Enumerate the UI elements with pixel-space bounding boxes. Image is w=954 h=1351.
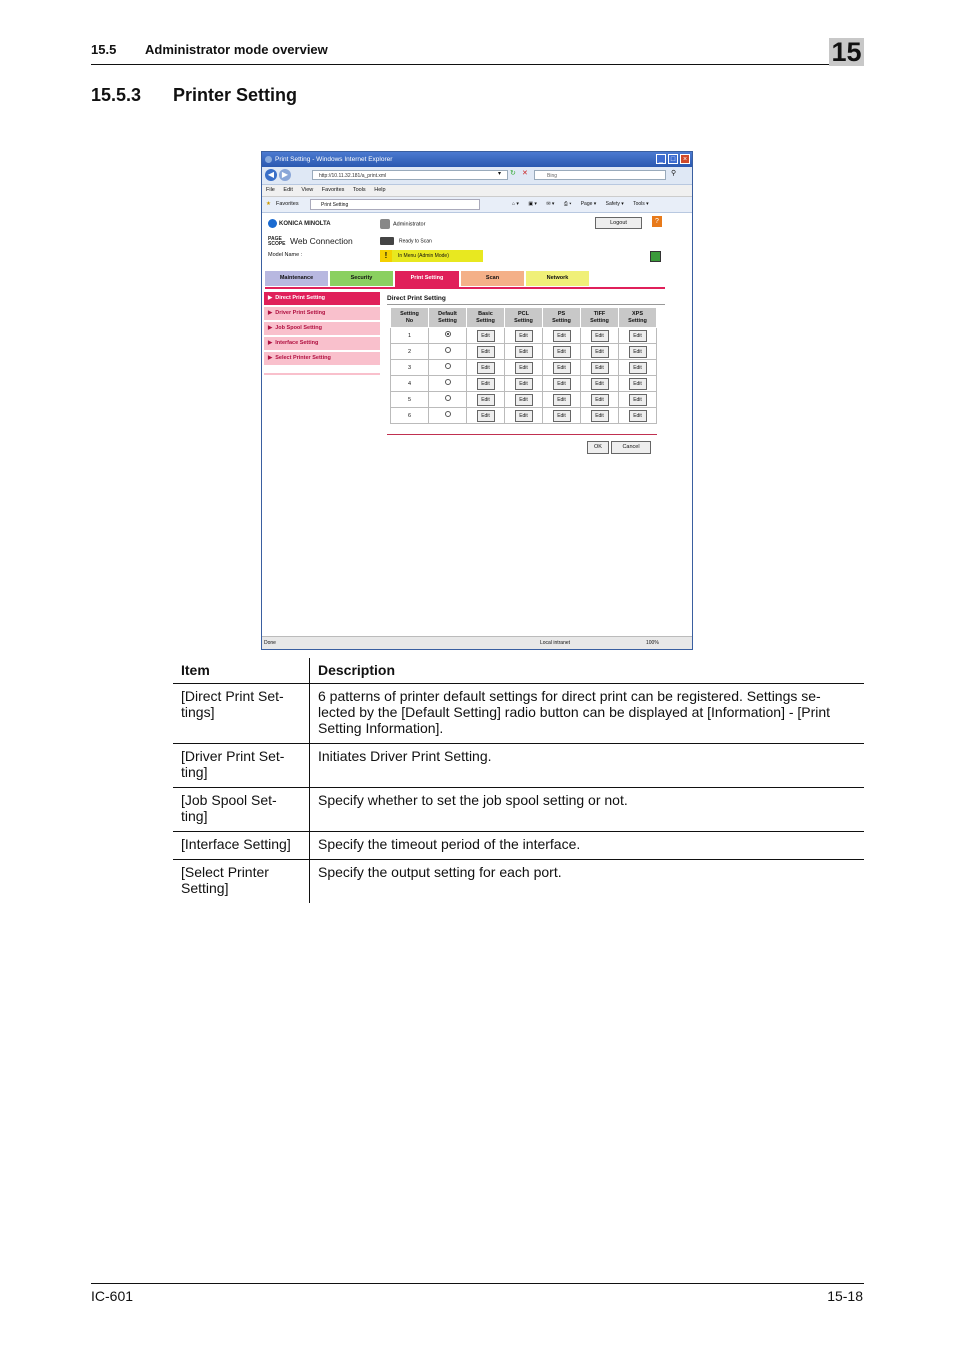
model-name-label: Model Name : — [268, 252, 303, 258]
edit-cell — [467, 376, 505, 392]
printer-icon — [380, 237, 394, 245]
web-connection-logo — [268, 236, 353, 247]
edit-cell — [543, 392, 581, 408]
admin-label: Administrator — [393, 221, 426, 228]
default-cell — [429, 376, 467, 392]
edit-cell — [543, 376, 581, 392]
footer-rule — [91, 1283, 864, 1284]
table-row — [173, 832, 864, 860]
sidebar-item-interface[interactable] — [264, 337, 380, 350]
browser-screenshot — [261, 151, 693, 650]
edit-button[interactable]: Edit — [515, 346, 533, 358]
footer-page-number: 15-18 — [827, 1288, 863, 1304]
edit-button[interactable]: Edit — [515, 394, 533, 406]
tab-network[interactable]: Network — [526, 271, 589, 286]
mode-status — [380, 250, 483, 262]
ok-button[interactable]: OK — [587, 441, 609, 454]
edit-cell — [467, 328, 505, 344]
edit-button[interactable]: Edit — [515, 378, 533, 390]
edit-button[interactable]: Edit — [629, 410, 647, 422]
edit-cell — [619, 408, 657, 424]
edit-cell — [467, 360, 505, 376]
edit-cell — [505, 328, 543, 344]
brand-logo — [268, 219, 331, 228]
sidebar-item-label: Select Printer Setting — [275, 355, 331, 361]
admin-icon — [380, 219, 390, 229]
feeds-icon[interactable]: ▣ ▾ — [528, 201, 537, 207]
edit-button[interactable]: Edit — [477, 394, 495, 406]
logout-button[interactable]: Logout — [595, 217, 642, 229]
header-text: No — [405, 317, 414, 324]
item-cell: [Driver Print Set-ting] — [173, 744, 310, 788]
table-row — [391, 360, 657, 376]
tab-scan[interactable]: Scan — [461, 271, 524, 286]
table-row — [391, 344, 657, 360]
col-header-description: Description — [310, 658, 865, 684]
header-text: Basic — [478, 311, 493, 317]
edit-cell — [505, 376, 543, 392]
header-text: Setting — [514, 317, 533, 324]
minimize-icon[interactable]: _ — [656, 154, 666, 164]
setting-number: 2 — [391, 344, 429, 360]
edit-button[interactable]: Edit — [553, 410, 571, 422]
edit-cell — [581, 376, 619, 392]
page-menu[interactable]: Page ▾ — [580, 201, 597, 207]
sidebar-item-label: Driver Print Setting — [275, 310, 326, 316]
edit-cell — [467, 408, 505, 424]
sidebar-item-direct-print[interactable] — [264, 292, 380, 305]
menu-tools[interactable]: Tools — [352, 187, 366, 193]
table-header-cell — [619, 308, 657, 328]
edit-button[interactable]: Edit — [477, 362, 495, 374]
edit-button[interactable]: Edit — [591, 346, 609, 358]
star-icon: ★ — [266, 201, 271, 207]
title-number: 15.5.3 — [91, 85, 142, 105]
edit-button[interactable]: Edit — [629, 346, 647, 358]
table-header-cell — [467, 308, 505, 328]
favorites-button[interactable]: Favorites — [276, 201, 299, 207]
edit-button[interactable]: Edit — [515, 410, 533, 422]
table-row — [173, 684, 864, 744]
edit-button[interactable]: Edit — [553, 362, 571, 374]
edit-cell — [467, 392, 505, 408]
help-icon[interactable]: ? — [652, 216, 662, 227]
mail-icon[interactable]: ✉ ▾ — [546, 201, 555, 207]
panel-divider — [387, 304, 665, 305]
panel-title: Direct Print Setting — [387, 295, 446, 302]
default-setting-radio[interactable] — [445, 411, 451, 417]
brand-name: KONICA MINOLTA — [279, 221, 331, 228]
refresh-icon[interactable]: ↻ — [510, 170, 516, 177]
zoom-level[interactable]: 100% — [646, 640, 659, 646]
edit-cell — [619, 328, 657, 344]
default-cell — [429, 344, 467, 360]
arrow-icon: ▶ — [268, 295, 273, 301]
print-icon[interactable]: ⎙ ▾ — [563, 201, 572, 207]
edit-button[interactable]: Edit — [629, 362, 647, 374]
konica-logo-icon — [268, 219, 277, 228]
edit-button[interactable]: Edit — [553, 394, 571, 406]
default-cell — [429, 360, 467, 376]
admin-indicator — [380, 219, 425, 229]
tab-security[interactable]: Security — [330, 271, 393, 286]
table-header-cell — [581, 308, 619, 328]
table-row — [391, 328, 657, 344]
edit-button[interactable]: Edit — [629, 394, 647, 406]
menu-edit[interactable]: Edit — [283, 187, 293, 193]
edit-cell — [581, 360, 619, 376]
default-cell — [429, 328, 467, 344]
chevron-down-icon[interactable]: ▾ — [498, 171, 502, 177]
header-text: XPS — [631, 311, 643, 317]
edit-cell — [619, 360, 657, 376]
direct-print-table — [390, 307, 657, 424]
arrow-icon: ▶ — [268, 355, 273, 361]
edit-cell — [581, 408, 619, 424]
ready-text: Ready to Scan — [399, 238, 432, 245]
sidebar-divider — [264, 373, 380, 375]
table-row — [391, 376, 657, 392]
table-row — [173, 788, 864, 832]
default-setting-radio[interactable] — [445, 347, 451, 353]
edit-button[interactable]: Edit — [553, 346, 571, 358]
table-row — [391, 408, 657, 424]
page-title — [91, 85, 297, 106]
section-title: Administrator mode overview — [145, 42, 328, 57]
edit-button[interactable]: Edit — [591, 362, 609, 374]
header-text: Default — [438, 311, 457, 317]
default-setting-radio[interactable] — [445, 379, 451, 385]
command-bar — [512, 197, 657, 212]
header-text: Setting — [438, 317, 457, 324]
edit-cell — [467, 344, 505, 360]
description-cell: Initiates Driver Print Setting. — [310, 744, 865, 788]
sidebar-item-driver-print[interactable] — [264, 307, 380, 320]
running-header — [91, 42, 328, 57]
table-row — [391, 392, 657, 408]
home-icon[interactable]: ⌂ ▾ — [512, 201, 519, 207]
edit-button[interactable]: Edit — [477, 410, 495, 422]
description-cell: Specify the output setting for each port. — [318, 864, 562, 880]
header-text: PS — [557, 311, 566, 317]
edit-cell — [505, 408, 543, 424]
sidebar-item-job-spool[interactable] — [264, 322, 380, 335]
edit-button[interactable]: Edit — [591, 394, 609, 406]
mode-status-text: In Menu (Admin Mode) — [398, 253, 449, 259]
section-number: 15.5 — [91, 42, 117, 57]
edit-button[interactable]: Edit — [477, 330, 495, 342]
tools-menu[interactable]: Tools ▾ — [633, 201, 649, 207]
menu-help[interactable]: Help — [374, 187, 386, 193]
edit-button[interactable]: Edit — [591, 410, 609, 422]
header-rule — [91, 64, 864, 65]
chapter-number: 15 — [829, 38, 864, 66]
edit-button[interactable]: Edit — [553, 378, 571, 390]
arrow-icon: ▶ — [268, 310, 273, 316]
description-cell: 6 patterns of printer default settings for direct print can be registered. Settings se-lected by the [Default Setting] radio button can be displayed at [Information] - [Print Setting Information]. — [310, 684, 865, 744]
item-cell: [Direct Print Set-tings] — [173, 684, 310, 744]
setting-number: 6 — [391, 408, 429, 424]
page-scope-mark: PAGE SCOPE — [268, 235, 286, 247]
table-header-cell — [391, 308, 429, 328]
setting-number: 3 — [391, 360, 429, 376]
edit-button[interactable]: Edit — [515, 362, 533, 374]
title-text: Printer Setting — [173, 85, 298, 105]
description-cell: Specify the timeout period of the interface. — [310, 832, 865, 860]
default-setting-radio[interactable] — [445, 395, 451, 401]
footer-model: IC-601 — [91, 1288, 134, 1304]
search-icon[interactable]: ⚲ — [671, 170, 677, 177]
tab-maintenance[interactable]: Maintenance — [265, 271, 328, 286]
edit-cell — [581, 392, 619, 408]
tab-print-setting-active[interactable]: Print Setting — [395, 271, 459, 288]
header-text: Setting — [628, 317, 647, 324]
description-table — [173, 658, 864, 903]
edit-button[interactable]: Edit — [553, 330, 571, 342]
search-input[interactable]: Bing — [534, 170, 666, 180]
col-header-item: Item — [173, 658, 310, 684]
setting-number: 5 — [391, 392, 429, 408]
edit-button[interactable]: Edit — [591, 330, 609, 342]
header-text: TIFF — [593, 311, 606, 317]
edit-button[interactable]: Edit — [477, 346, 495, 358]
refresh-page-icon[interactable] — [650, 251, 661, 262]
side-navigation — [264, 292, 380, 367]
default-setting-radio[interactable] — [445, 331, 451, 337]
edit-button[interactable]: Edit — [477, 378, 495, 390]
table-header-cell — [429, 308, 467, 328]
web-connection-label: Web Connection — [290, 236, 353, 246]
window-title: Print Setting - Windows Internet Explorer — [275, 156, 393, 163]
edit-cell — [505, 360, 543, 376]
maximize-icon[interactable]: □ — [668, 154, 678, 164]
menu-view[interactable]: View — [301, 187, 314, 193]
item-cell: [Job Spool Set-ting] — [173, 788, 310, 832]
arrow-icon: ▶ — [268, 340, 273, 346]
warning-icon: ! — [380, 250, 392, 262]
setting-number: 4 — [391, 376, 429, 392]
edit-button[interactable]: Edit — [515, 330, 533, 342]
device-status — [380, 237, 432, 245]
edit-cell — [543, 328, 581, 344]
sidebar-item-label: Direct Print Setting — [275, 295, 326, 301]
edit-button[interactable]: Edit — [629, 330, 647, 342]
address-bar — [262, 167, 692, 185]
back-icon[interactable]: ◀ — [265, 169, 277, 181]
tab-underline — [265, 287, 665, 289]
description-cell: Specify whether to set the job spool setting or not. — [310, 788, 865, 832]
sidebar-item-select-printer[interactable] — [264, 352, 380, 365]
header-text: Setting — [552, 317, 571, 324]
status-done: Done — [264, 640, 276, 646]
edit-cell — [581, 328, 619, 344]
close-icon[interactable]: × — [680, 154, 690, 164]
sidebar-item-label: Interface Setting — [275, 340, 319, 346]
default-setting-radio[interactable] — [445, 363, 451, 369]
forward-icon[interactable]: ▶ — [279, 169, 291, 181]
favorites-bar — [262, 197, 692, 213]
item-cell: [Interface Setting] — [173, 832, 310, 860]
ie-icon — [265, 156, 272, 163]
safety-menu[interactable]: Safety ▾ — [605, 201, 624, 207]
setting-number: 1 — [391, 328, 429, 344]
default-cell — [429, 408, 467, 424]
edit-cell — [581, 344, 619, 360]
address-input[interactable]: http://10.11.32.181/a_print.xml — [312, 170, 508, 180]
browser-title-bar — [262, 152, 692, 167]
default-cell — [429, 392, 467, 408]
edit-cell — [619, 392, 657, 408]
header-text: Setting — [476, 317, 495, 324]
menu-bar — [262, 185, 692, 197]
menu-file[interactable]: File — [266, 187, 275, 193]
table-header-cell — [543, 308, 581, 328]
edit-cell — [543, 408, 581, 424]
arrow-icon: ▶ — [268, 325, 273, 331]
edit-cell — [505, 392, 543, 408]
cancel-button[interactable]: Cancel — [611, 441, 651, 454]
item-cell: [Select Printer Setting] — [173, 860, 310, 904]
header-text: Setting — [400, 311, 419, 317]
header-text: PCL — [518, 311, 529, 317]
edit-button[interactable]: Edit — [591, 378, 609, 390]
edit-button[interactable]: Edit — [629, 378, 647, 390]
edit-cell — [543, 344, 581, 360]
status-zone: Local intranet — [540, 640, 571, 646]
menu-favorites[interactable]: Favorites — [321, 187, 345, 193]
sidebar-item-label: Job Spool Setting — [275, 325, 322, 331]
edit-cell — [619, 376, 657, 392]
table-header-cell — [505, 308, 543, 328]
tab-print-setting[interactable]: Print Setting — [310, 199, 480, 210]
browser-status-bar — [262, 636, 692, 649]
edit-cell — [543, 360, 581, 376]
table-row — [173, 860, 864, 904]
edit-cell — [505, 344, 543, 360]
form-divider — [387, 434, 657, 435]
table-row — [173, 744, 864, 788]
header-text: Setting — [590, 317, 609, 324]
edit-cell — [619, 344, 657, 360]
stop-icon[interactable]: ✕ — [522, 170, 528, 177]
